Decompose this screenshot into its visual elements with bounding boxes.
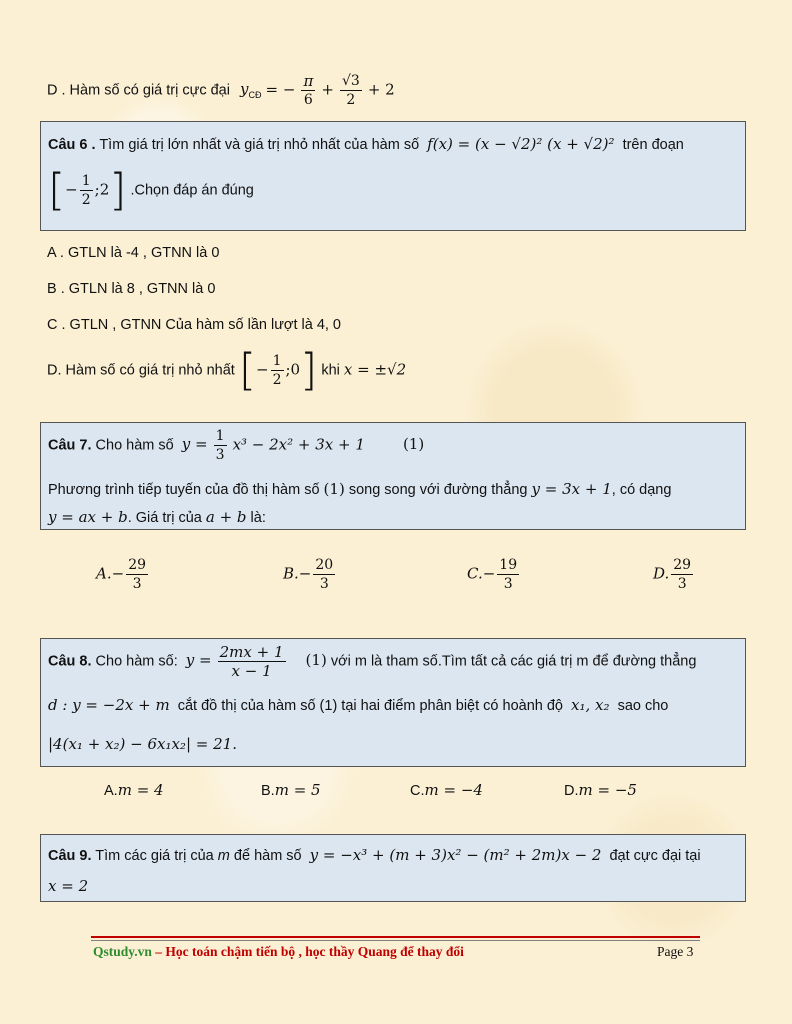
q7-line-3: y = ax + b. Giá trị của a + b là:	[48, 508, 266, 526]
question-6-box	[40, 121, 746, 231]
q7-line-2: Phương trình tiếp tuyến của đồ thị hàm số (1) song song với đường thẳng y = 3x + 1, có dạng	[48, 480, 672, 498]
q8-option-b: B.m = 5	[261, 781, 321, 799]
q8-option-c: C.m = −4	[410, 781, 483, 799]
q5-option-d: D . Hàm số có giá trị cực đại $y_{CĐ}$ = − $\frac{\pi}{6}$ + $\frac{√3}{2}$ + 2	[47, 72, 395, 108]
q6-line-1: Câu 6 . Tìm giá trị lớn nhất và giá trị nhỏ nhất của hàm số f(x) = (x − √2)² (x + √2)² trên đoạn	[48, 135, 684, 153]
q9-line-1: Câu 9. Tìm các giá trị của m để hàm số y = −x³ + (m + 3)x² − (m² + 2m)x − 2 đạt cực đại tại	[48, 846, 701, 864]
q6-interval-frac: $\frac{1}{2}$	[81, 173, 91, 208]
question-7-box	[40, 422, 746, 530]
page-number: Page 3	[657, 944, 694, 959]
footer-slogan: Qstudy.vn – Học toán chậm tiến bộ , học thầy Quang để thay đổi	[93, 944, 464, 959]
q8-line-1: Câu 8. Cho hàm số: y = $\frac{2mx + 1}{x - 1}$ (1) với m là tham số.Tìm tất cả các giá trị m để đường thẳng	[48, 643, 697, 680]
q7-func-frac: $\frac{1}{3}$	[215, 428, 225, 463]
q8-option-d: D.m = −5	[564, 781, 637, 799]
q8-func-frac: $\frac{2mx + 1}{x - 1}$	[219, 643, 284, 680]
question-8-box	[40, 638, 746, 767]
q8-line-3: |4(x₁ + x₂) − 6x₁x₂| = 21.	[48, 735, 237, 753]
q6-option-a: A . GTLN là -4 , GTNN là 0	[47, 245, 220, 261]
footer-rule-gray	[91, 940, 700, 941]
sqrt3-over-2: $\frac{√3}{2}$	[341, 73, 360, 108]
q6-option-c: C . GTLN , GTNN Của hàm số lần lượt là 4, 0	[47, 317, 342, 333]
q7-option-d: D. $\frac{29}{3}$	[653, 557, 692, 592]
question-9-box	[40, 834, 746, 902]
q6-line-2: [− $\frac{1}{2}$ ;2] .Chọn đáp án đúng	[48, 164, 254, 216]
footer-site-link[interactable]: Qstudy.vn	[93, 944, 152, 959]
q7-option-c: C.− $\frac{19}{3}$	[467, 557, 518, 592]
q8-option-a: A.m = 4	[104, 781, 164, 799]
q9-line-2: x = 2	[48, 877, 89, 895]
q6-option-b: B . GTLN là 8 , GTNN là 0	[47, 281, 216, 297]
q7-line-1: Câu 7. Cho hàm số y = $\frac{1}{3}$ x³ − 2x² + 3x + 1 (1)	[48, 428, 425, 463]
q6-option-d-frac: $\frac{1}{2}$	[272, 353, 282, 388]
footer-rule-red	[91, 936, 700, 938]
q7-option-a: A.− $\frac{29}{3}$	[96, 557, 147, 592]
q8-line-2: d : y = −2x + m cắt đồ thị của hàm số (1) tại hai điểm phân biệt có hoành độ x₁, x₂ sao cho	[48, 696, 669, 714]
pi-over-6: $\frac{\pi}{6}$	[303, 72, 314, 108]
q6-option-d: D. Hàm số có giá trị nhỏ nhất [− $\frac{1}{2}$ ;0] khi x = ±√2	[47, 344, 407, 396]
q7-option-b: B.− $\frac{20}{3}$	[283, 557, 334, 592]
